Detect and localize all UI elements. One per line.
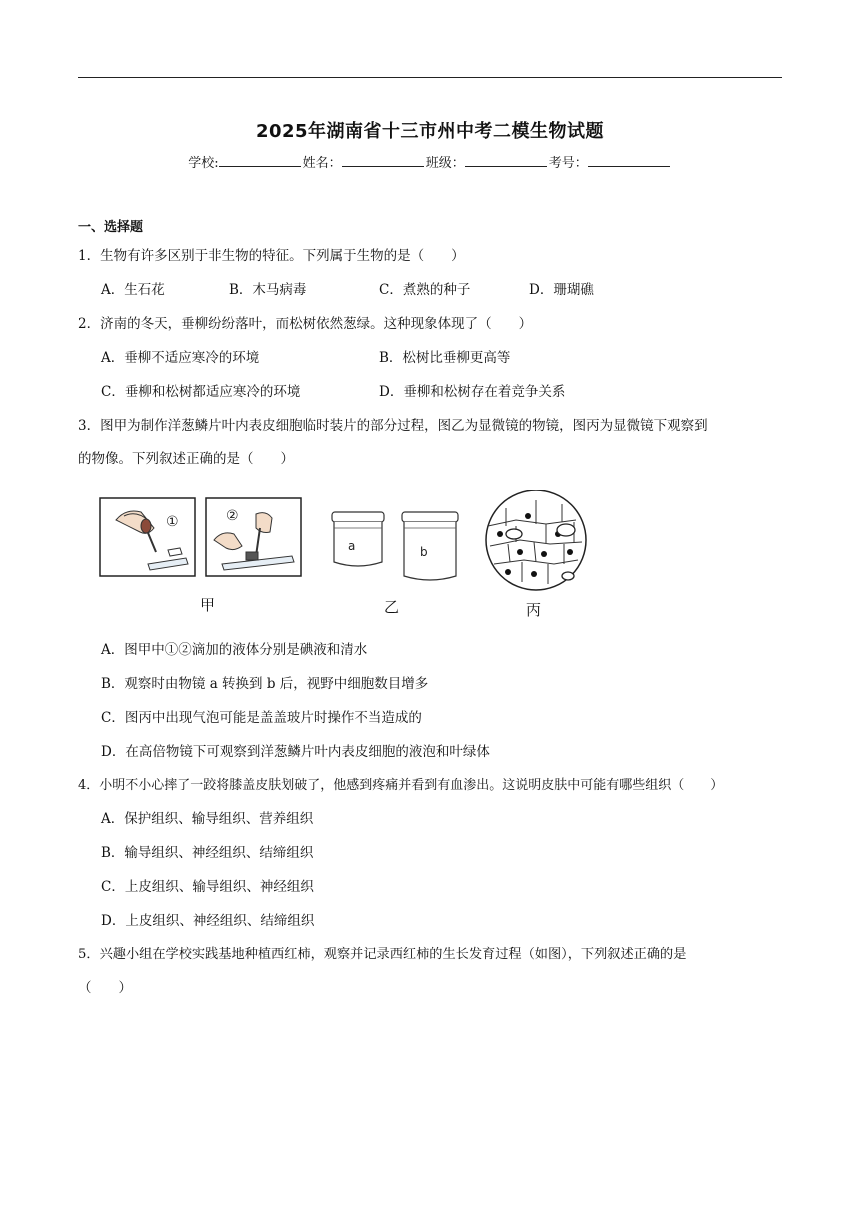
name-blank: [342, 154, 424, 167]
question-2-option-b: B．松树比垂柳更高等: [379, 350, 511, 366]
section-title: 一、选择题: [78, 220, 144, 235]
question-2-option-c: C．垂柳和松树都适应寒冷的环境: [101, 384, 301, 400]
school-label: 学校:: [188, 156, 219, 171]
question-3-figure-art: [96, 490, 596, 620]
lens-mark-b: b: [420, 545, 428, 559]
question-3-option-c: C．图丙中出现气泡可能是盖盖玻片时操作不当造成的: [101, 710, 422, 726]
class-label: 班级：: [425, 156, 465, 171]
name-label: 姓名：: [302, 156, 342, 171]
question-2-stem: 2．济南的冬天，垂柳纷纷落叶，而松树依然葱绿。这种现象体现了（ ）: [78, 316, 533, 332]
question-2-option-d: D．垂柳和松树存在着竞争关系: [379, 384, 566, 400]
question-1-option-d: D．珊瑚礁: [529, 282, 594, 298]
lens-mark-a: a: [348, 539, 356, 553]
microscope-field-view-illustration: [486, 490, 586, 590]
question-2-option-a: A．垂柳不适应寒冷的环境: [101, 350, 260, 366]
question-3-option-a: A．图甲中①②滴加的液体分别是碘液和清水: [101, 642, 368, 658]
step-mark-1: ①: [166, 514, 179, 530]
header-rule: [78, 77, 782, 78]
question-4-option-c: C．上皮组织、输导组织、神经组织: [101, 879, 314, 895]
question-4-option-b: B．输导组织、神经组织、结缔组织: [101, 845, 314, 861]
question-3-stem-line1: 3．图甲为制作洋葱鳞片叶内表皮细胞临时装片的部分过程，图乙为显微镜的物镜，图丙为显微镜下观察到: [78, 418, 708, 434]
class-blank: [465, 154, 547, 167]
objective-lens-a-illustration: [332, 512, 384, 566]
exam-no-label: 考号：: [548, 156, 588, 171]
question-1-option-c: C．煮熟的种子: [379, 282, 471, 298]
slide-prep-step-1-illustration: [100, 498, 195, 576]
figure-label-bing: 丙: [526, 601, 542, 619]
question-5-stem-line1: 5．兴趣小组在学校实践基地种植西红柿，观察并记录西红柿的生长发育过程（如图），下列叙述正确的是: [78, 947, 687, 962]
exam-no-blank: [588, 154, 670, 167]
figure-label-jia: 甲: [200, 596, 216, 614]
question-3-stem-line2: 的物像。下列叙述正确的是（ ）: [78, 451, 294, 467]
question-4-stem: 4．小明不小心摔了一跤将膝盖皮肤划破了，他感到疼痛并看到有血渗出。这说明皮肤中可能有哪些组织（ ）: [78, 778, 724, 793]
question-1-stem: 1．生物有许多区别于非生物的特征。下列属于生物的是（ ）: [78, 248, 465, 264]
school-blank: [219, 154, 301, 167]
question-1-option-b: B．木马病毒: [229, 282, 307, 298]
question-3-option-b: B．观察时由物镜 a 转换到 b 后，视野中细胞数目增多: [101, 676, 429, 692]
student-info-line: [0, 152, 860, 171]
slide-prep-step-2-illustration: [206, 498, 301, 576]
objective-lens-b-illustration: [402, 512, 458, 580]
question-4-option-a: A．保护组织、输导组织、营养组织: [101, 811, 314, 827]
question-1-option-a: A．生石花: [101, 282, 165, 298]
question-4-option-d: D．上皮组织、神经组织、结缔组织: [101, 913, 315, 929]
page-title: 2025年湖南省十三市州中考二模生物试题: [255, 121, 605, 142]
question-3-figure: [96, 490, 596, 620]
figure-label-yi: 乙: [384, 598, 400, 616]
question-3-option-d: D．在高倍物镜下可观察到洋葱鳞片叶内表皮细胞的液泡和叶绿体: [101, 744, 490, 760]
step-mark-2: ②: [226, 508, 239, 524]
question-5-stem-line2: （ ）: [78, 980, 132, 996]
